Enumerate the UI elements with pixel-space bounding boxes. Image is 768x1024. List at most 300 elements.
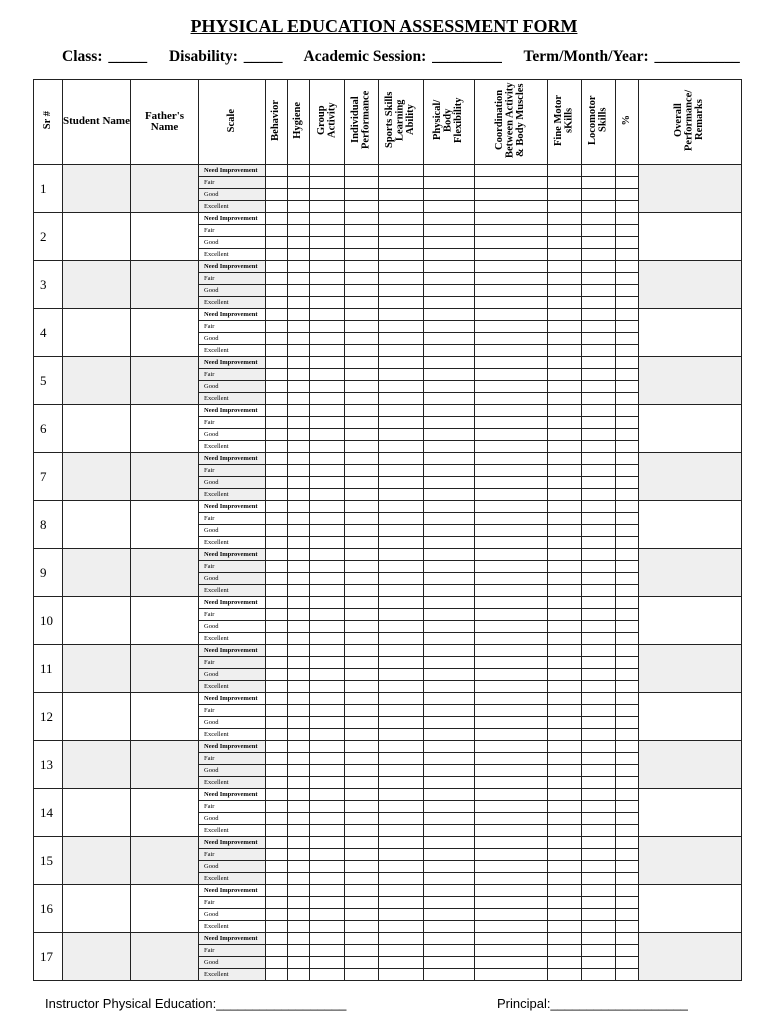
rating-cell[interactable] [548,681,582,693]
rating-cell[interactable] [310,561,345,573]
student-name-cell[interactable] [63,357,131,405]
rating-cell[interactable] [379,873,424,885]
rating-cell[interactable] [582,405,616,417]
rating-cell[interactable] [379,501,424,513]
rating-cell[interactable] [266,309,288,321]
rating-cell[interactable] [379,933,424,945]
rating-cell[interactable] [475,189,548,201]
rating-cell[interactable] [616,825,639,837]
rating-cell[interactable] [288,717,310,729]
rating-cell[interactable] [582,897,616,909]
fathers-name-cell[interactable] [131,837,199,885]
rating-cell[interactable] [310,513,345,525]
rating-cell[interactable] [616,489,639,501]
rating-cell[interactable] [379,609,424,621]
rating-cell[interactable] [310,657,345,669]
rating-cell[interactable] [345,285,379,297]
rating-cell[interactable] [548,309,582,321]
rating-cell[interactable] [288,225,310,237]
rating-cell[interactable] [582,657,616,669]
rating-cell[interactable] [310,969,345,981]
rating-cell[interactable] [345,201,379,213]
rating-cell[interactable] [548,381,582,393]
rating-cell[interactable] [345,777,379,789]
rating-cell[interactable] [475,477,548,489]
rating-cell[interactable] [379,165,424,177]
rating-cell[interactable] [616,957,639,969]
rating-cell[interactable] [266,513,288,525]
rating-cell[interactable] [616,513,639,525]
rating-cell[interactable] [266,381,288,393]
rating-cell[interactable] [379,477,424,489]
rating-cell[interactable] [582,789,616,801]
rating-cell[interactable] [548,441,582,453]
rating-cell[interactable] [424,201,475,213]
rating-cell[interactable] [266,453,288,465]
rating-cell[interactable] [475,609,548,621]
rating-cell[interactable] [475,897,548,909]
fathers-name-cell[interactable] [131,933,199,981]
rating-cell[interactable] [616,933,639,945]
rating-cell[interactable] [582,705,616,717]
rating-cell[interactable] [288,621,310,633]
rating-cell[interactable] [616,753,639,765]
rating-cell[interactable] [424,933,475,945]
rating-cell[interactable] [548,633,582,645]
rating-cell[interactable] [288,249,310,261]
rating-cell[interactable] [582,477,616,489]
rating-cell[interactable] [266,945,288,957]
rating-cell[interactable] [475,537,548,549]
rating-cell[interactable] [424,765,475,777]
rating-cell[interactable] [616,273,639,285]
rating-cell[interactable] [475,705,548,717]
rating-cell[interactable] [310,813,345,825]
rating-cell[interactable] [288,369,310,381]
rating-cell[interactable] [379,441,424,453]
rating-cell[interactable] [582,873,616,885]
rating-cell[interactable] [266,681,288,693]
rating-cell[interactable] [266,837,288,849]
rating-cell[interactable] [310,669,345,681]
rating-cell[interactable] [424,897,475,909]
rating-cell[interactable] [310,933,345,945]
rating-cell[interactable] [582,909,616,921]
rating-cell[interactable] [266,621,288,633]
rating-cell[interactable] [548,909,582,921]
rating-cell[interactable] [266,789,288,801]
rating-cell[interactable] [548,273,582,285]
rating-cell[interactable] [345,609,379,621]
rating-cell[interactable] [266,825,288,837]
rating-cell[interactable] [616,405,639,417]
rating-cell[interactable] [310,189,345,201]
rating-cell[interactable] [266,549,288,561]
rating-cell[interactable] [616,201,639,213]
student-name-cell[interactable] [63,405,131,453]
rating-cell[interactable] [266,561,288,573]
rating-cell[interactable] [582,201,616,213]
rating-cell[interactable] [616,237,639,249]
rating-cell[interactable] [379,585,424,597]
rating-cell[interactable] [424,885,475,897]
rating-cell[interactable] [616,297,639,309]
rating-cell[interactable] [582,441,616,453]
rating-cell[interactable] [424,417,475,429]
rating-cell[interactable] [424,693,475,705]
rating-cell[interactable] [616,225,639,237]
rating-cell[interactable] [310,705,345,717]
rating-cell[interactable] [582,609,616,621]
rating-cell[interactable] [310,213,345,225]
rating-cell[interactable] [345,741,379,753]
rating-cell[interactable] [266,729,288,741]
rating-cell[interactable] [548,693,582,705]
rating-cell[interactable] [582,825,616,837]
rating-cell[interactable] [310,549,345,561]
rating-cell[interactable] [548,669,582,681]
rating-cell[interactable] [266,873,288,885]
rating-cell[interactable] [310,861,345,873]
rating-cell[interactable] [424,645,475,657]
rating-cell[interactable] [616,645,639,657]
rating-cell[interactable] [310,429,345,441]
rating-cell[interactable] [379,969,424,981]
rating-cell[interactable] [582,753,616,765]
rating-cell[interactable] [548,597,582,609]
rating-cell[interactable] [582,861,616,873]
rating-cell[interactable] [582,729,616,741]
rating-cell[interactable] [548,225,582,237]
rating-cell[interactable] [582,885,616,897]
rating-cell[interactable] [475,729,548,741]
rating-cell[interactable] [475,789,548,801]
rating-cell[interactable] [475,237,548,249]
rating-cell[interactable] [379,717,424,729]
rating-cell[interactable] [345,309,379,321]
rating-cell[interactable] [616,597,639,609]
student-name-cell[interactable] [63,933,131,981]
fathers-name-cell[interactable] [131,885,199,933]
rating-cell[interactable] [266,213,288,225]
rating-cell[interactable] [266,969,288,981]
rating-cell[interactable] [548,897,582,909]
rating-cell[interactable] [379,561,424,573]
rating-cell[interactable] [266,921,288,933]
fathers-name-cell[interactable] [131,789,199,837]
rating-cell[interactable] [266,801,288,813]
rating-cell[interactable] [379,813,424,825]
rating-cell[interactable] [616,573,639,585]
rating-cell[interactable] [424,321,475,333]
rating-cell[interactable] [424,381,475,393]
rating-cell[interactable] [424,537,475,549]
rating-cell[interactable] [345,165,379,177]
rating-cell[interactable] [424,585,475,597]
rating-cell[interactable] [288,345,310,357]
rating-cell[interactable] [288,729,310,741]
rating-cell[interactable] [548,921,582,933]
rating-cell[interactable] [616,165,639,177]
rating-cell[interactable] [548,489,582,501]
rating-cell[interactable] [548,549,582,561]
rating-cell[interactable] [616,285,639,297]
rating-cell[interactable] [345,681,379,693]
rating-cell[interactable] [379,921,424,933]
rating-cell[interactable] [310,681,345,693]
rating-cell[interactable] [616,261,639,273]
rating-cell[interactable] [548,885,582,897]
rating-cell[interactable] [475,297,548,309]
fathers-name-cell[interactable] [131,645,199,693]
rating-cell[interactable] [288,789,310,801]
rating-cell[interactable] [266,765,288,777]
rating-cell[interactable] [424,717,475,729]
rating-cell[interactable] [475,717,548,729]
rating-cell[interactable] [310,165,345,177]
rating-cell[interactable] [266,909,288,921]
rating-cell[interactable] [379,489,424,501]
rating-cell[interactable] [582,297,616,309]
rating-cell[interactable] [288,585,310,597]
rating-cell[interactable] [310,897,345,909]
rating-cell[interactable] [266,645,288,657]
rating-cell[interactable] [475,873,548,885]
rating-cell[interactable] [266,261,288,273]
rating-cell[interactable] [288,741,310,753]
rating-cell[interactable] [379,825,424,837]
rating-cell[interactable] [379,801,424,813]
rating-cell[interactable] [616,609,639,621]
rating-cell[interactable] [288,609,310,621]
rating-cell[interactable] [582,285,616,297]
rating-cell[interactable] [310,309,345,321]
rating-cell[interactable] [548,537,582,549]
rating-cell[interactable] [345,597,379,609]
rating-cell[interactable] [266,333,288,345]
rating-cell[interactable] [616,381,639,393]
student-name-cell[interactable] [63,501,131,549]
rating-cell[interactable] [582,549,616,561]
rating-cell[interactable] [582,765,616,777]
rating-cell[interactable] [616,321,639,333]
rating-cell[interactable] [379,417,424,429]
student-name-cell[interactable] [63,453,131,501]
rating-cell[interactable] [548,333,582,345]
rating-cell[interactable] [424,753,475,765]
rating-cell[interactable] [345,645,379,657]
overall-remarks-cell[interactable] [639,837,742,885]
overall-remarks-cell[interactable] [639,741,742,789]
rating-cell[interactable] [616,717,639,729]
rating-cell[interactable] [424,873,475,885]
rating-cell[interactable] [548,705,582,717]
rating-cell[interactable] [379,345,424,357]
rating-cell[interactable] [582,513,616,525]
rating-cell[interactable] [310,333,345,345]
rating-cell[interactable] [424,405,475,417]
rating-cell[interactable] [616,585,639,597]
rating-cell[interactable] [266,573,288,585]
rating-cell[interactable] [582,537,616,549]
rating-cell[interactable] [288,309,310,321]
academic-session-field[interactable]: _________ [432,48,502,65]
rating-cell[interactable] [424,621,475,633]
rating-cell[interactable] [616,909,639,921]
rating-cell[interactable] [582,561,616,573]
rating-cell[interactable] [616,429,639,441]
rating-cell[interactable] [475,945,548,957]
rating-cell[interactable] [616,669,639,681]
rating-cell[interactable] [548,525,582,537]
student-name-cell[interactable] [63,213,131,261]
rating-cell[interactable] [582,849,616,861]
rating-cell[interactable] [379,273,424,285]
rating-cell[interactable] [345,705,379,717]
rating-cell[interactable] [475,177,548,189]
fathers-name-cell[interactable] [131,453,199,501]
rating-cell[interactable] [379,753,424,765]
rating-cell[interactable] [424,741,475,753]
rating-cell[interactable] [345,417,379,429]
rating-cell[interactable] [266,189,288,201]
rating-cell[interactable] [424,477,475,489]
rating-cell[interactable] [582,741,616,753]
rating-cell[interactable] [548,429,582,441]
rating-cell[interactable] [616,369,639,381]
rating-cell[interactable] [582,309,616,321]
rating-cell[interactable] [310,789,345,801]
rating-cell[interactable] [310,729,345,741]
rating-cell[interactable] [266,225,288,237]
rating-cell[interactable] [475,525,548,537]
rating-cell[interactable] [345,369,379,381]
rating-cell[interactable] [288,837,310,849]
rating-cell[interactable] [582,369,616,381]
rating-cell[interactable] [266,813,288,825]
rating-cell[interactable] [475,597,548,609]
rating-cell[interactable] [345,873,379,885]
rating-cell[interactable] [582,681,616,693]
rating-cell[interactable] [424,297,475,309]
rating-cell[interactable] [582,621,616,633]
rating-cell[interactable] [475,225,548,237]
rating-cell[interactable] [616,921,639,933]
rating-cell[interactable] [288,261,310,273]
fathers-name-cell[interactable] [131,501,199,549]
rating-cell[interactable] [310,273,345,285]
rating-cell[interactable] [475,561,548,573]
rating-cell[interactable] [548,297,582,309]
rating-cell[interactable] [266,669,288,681]
rating-cell[interactable] [288,525,310,537]
rating-cell[interactable] [582,933,616,945]
rating-cell[interactable] [548,933,582,945]
rating-cell[interactable] [266,609,288,621]
rating-cell[interactable] [345,945,379,957]
rating-cell[interactable] [266,585,288,597]
rating-cell[interactable] [266,741,288,753]
rating-cell[interactable] [582,801,616,813]
rating-cell[interactable] [288,873,310,885]
student-name-cell[interactable] [63,597,131,645]
rating-cell[interactable] [616,561,639,573]
rating-cell[interactable] [266,297,288,309]
rating-cell[interactable] [288,945,310,957]
rating-cell[interactable] [379,729,424,741]
rating-cell[interactable] [548,729,582,741]
rating-cell[interactable] [475,921,548,933]
rating-cell[interactable] [345,225,379,237]
rating-cell[interactable] [548,741,582,753]
rating-cell[interactable] [548,261,582,273]
rating-cell[interactable] [548,513,582,525]
instructor-signature-line[interactable]: Instructor Physical Education:__________________ [45,996,347,1011]
rating-cell[interactable] [424,261,475,273]
rating-cell[interactable] [310,465,345,477]
rating-cell[interactable] [266,957,288,969]
rating-cell[interactable] [310,777,345,789]
rating-cell[interactable] [424,777,475,789]
rating-cell[interactable] [616,189,639,201]
fathers-name-cell[interactable] [131,165,199,213]
rating-cell[interactable] [475,909,548,921]
rating-cell[interactable] [288,333,310,345]
rating-cell[interactable] [424,237,475,249]
rating-cell[interactable] [424,957,475,969]
overall-remarks-cell[interactable] [639,645,742,693]
rating-cell[interactable] [582,633,616,645]
rating-cell[interactable] [548,849,582,861]
rating-cell[interactable] [548,561,582,573]
rating-cell[interactable] [310,825,345,837]
rating-cell[interactable] [475,453,548,465]
overall-remarks-cell[interactable] [639,597,742,645]
rating-cell[interactable] [288,201,310,213]
rating-cell[interactable] [379,765,424,777]
rating-cell[interactable] [266,273,288,285]
rating-cell[interactable] [424,309,475,321]
fathers-name-cell[interactable] [131,693,199,741]
rating-cell[interactable] [616,393,639,405]
rating-cell[interactable] [288,537,310,549]
rating-cell[interactable] [475,381,548,393]
rating-cell[interactable] [266,933,288,945]
rating-cell[interactable] [379,177,424,189]
rating-cell[interactable] [475,357,548,369]
rating-cell[interactable] [345,633,379,645]
rating-cell[interactable] [310,801,345,813]
rating-cell[interactable] [548,825,582,837]
rating-cell[interactable] [310,621,345,633]
rating-cell[interactable] [616,333,639,345]
fathers-name-cell[interactable] [131,405,199,453]
rating-cell[interactable] [475,465,548,477]
rating-cell[interactable] [288,921,310,933]
rating-cell[interactable] [379,693,424,705]
rating-cell[interactable] [345,549,379,561]
rating-cell[interactable] [345,441,379,453]
rating-cell[interactable] [379,669,424,681]
rating-cell[interactable] [424,813,475,825]
rating-cell[interactable] [288,189,310,201]
rating-cell[interactable] [345,957,379,969]
rating-cell[interactable] [379,225,424,237]
rating-cell[interactable] [310,945,345,957]
rating-cell[interactable] [266,429,288,441]
rating-cell[interactable] [310,957,345,969]
rating-cell[interactable] [424,501,475,513]
